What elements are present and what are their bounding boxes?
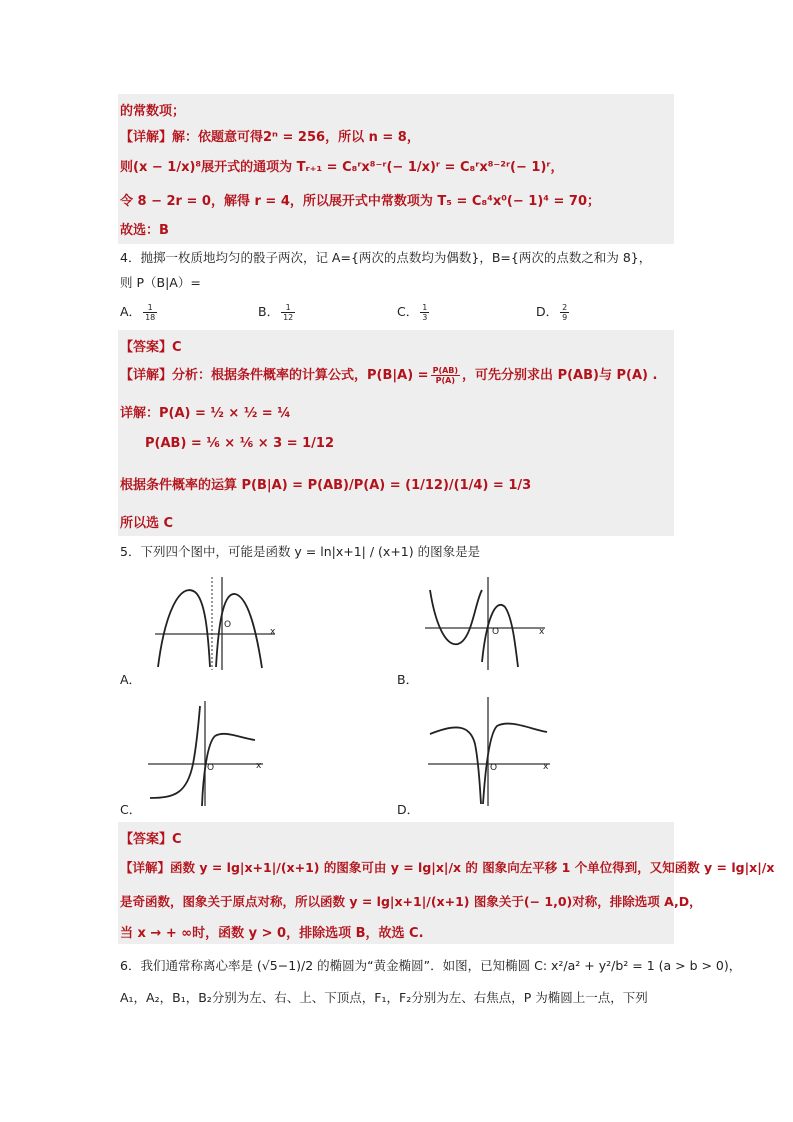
svg-text:x: x bbox=[256, 761, 262, 771]
svg-text:x: x bbox=[270, 627, 276, 637]
solution-line: 详解：P(A) = ½ × ½ = ¼ bbox=[120, 406, 291, 421]
solution-line: P(AB) = ⅙ × ⅙ × 3 = 1/12 bbox=[145, 436, 335, 451]
option-a: A． $\frac{1}{18}$ bbox=[120, 303, 156, 322]
svg-text:O: O bbox=[224, 620, 232, 630]
svg-text:x: x bbox=[543, 762, 549, 772]
solution-line: 是奇函数，图象关于原点对称，所以函数 y = lg|x+1|/(x+1) 图象关于(− 1,0)对称，排除选项 A,D， bbox=[120, 894, 702, 909]
solution-line: 则(x − 1/x)⁸展开式的通项为 Tᵣ₊₁ = C₈ʳx⁸⁻ʳ(− 1/x)ʳ = C₈ʳx⁸⁻²ʳ(− 1)ʳ， bbox=[120, 160, 564, 175]
question-6-stem: A₁，A₂，B₁，B₂分别为左、右、上、下顶点，F₁，F₂分别为左、右焦点，P 为椭圆上一点，下列 bbox=[120, 990, 648, 1005]
svg-text:O: O bbox=[207, 763, 215, 773]
graph-label: C． bbox=[120, 802, 142, 817]
solution-line: 所以选 C bbox=[120, 516, 174, 531]
graph-a bbox=[150, 572, 280, 672]
solution-line: 【详解】分析：根据条件概率的计算公式，P(B|A) = $\frac{P(AB)}{P(A)}$ ，可先分别求出 P(AB)与 P(A) . bbox=[120, 366, 658, 385]
graph-c bbox=[145, 698, 275, 808]
solution-line: 令 8 − 2r = 0，解得 r = 4，所以展开式中常数项为 T₅ = C₈⁴x⁰(− 1)⁴ = 70； bbox=[120, 194, 601, 209]
svg-text:x: x bbox=[539, 627, 545, 637]
solution-line: 【详解】函数 y = lg|x+1|/(x+1) 的图象可由 y = lg|x|/x 的 图象向左平移 1 个单位得到，又知函数 y = lg|x|/x bbox=[120, 860, 775, 875]
graph-label: D． bbox=[397, 802, 420, 817]
answer-label: 【答案】C bbox=[120, 340, 182, 355]
option-d: D． $\frac{2}{9}$ bbox=[536, 303, 568, 322]
question-4-stem: 则 P（B|A）= bbox=[120, 275, 201, 290]
solution-line: 【详解】解：依题意可得2ⁿ = 256，所以 n = 8， bbox=[120, 130, 420, 145]
svg-text:O: O bbox=[490, 763, 498, 773]
solution-line: 当 x → + ∞时，函数 y > 0，排除选项 B，故选 C. bbox=[120, 926, 424, 941]
graph-b bbox=[420, 572, 550, 672]
question-4-stem: 4．抛掷一枚质地均匀的骰子两次，记 A={两次的点数均为偶数}，B={两次的点数之和为 8}， bbox=[120, 250, 652, 265]
graph-label: B． bbox=[397, 672, 419, 687]
graph-label: A． bbox=[120, 672, 142, 687]
svg-text:O: O bbox=[492, 627, 500, 637]
answer-label: 【答案】C bbox=[120, 832, 182, 847]
question-5-stem: 5．下列四个图中，可能是函数 y = ln|x+1| / (x+1) 的图象是是 bbox=[120, 544, 481, 559]
option-c: C． $\frac{1}{3}$ bbox=[397, 303, 428, 322]
question-6-stem: 6．我们通常称离心率是 (√5−1)/2 的椭圆为“黄金椭圆”．如图，已知椭圆 C: x²/a² + y²/b² = 1 (a > b > 0)， bbox=[120, 958, 742, 973]
solution-line: 的常数项； bbox=[120, 104, 186, 119]
solution-line: 故选：B bbox=[120, 223, 169, 238]
solution-box-2 bbox=[118, 330, 674, 536]
graph-d bbox=[425, 694, 555, 809]
solution-line: 根据条件概率的运算 P(B|A) = P(AB)/P(A) = (1/12)/(1/4) = 1/3 bbox=[120, 478, 532, 493]
option-b: B． $\frac{1}{12}$ bbox=[258, 303, 294, 322]
